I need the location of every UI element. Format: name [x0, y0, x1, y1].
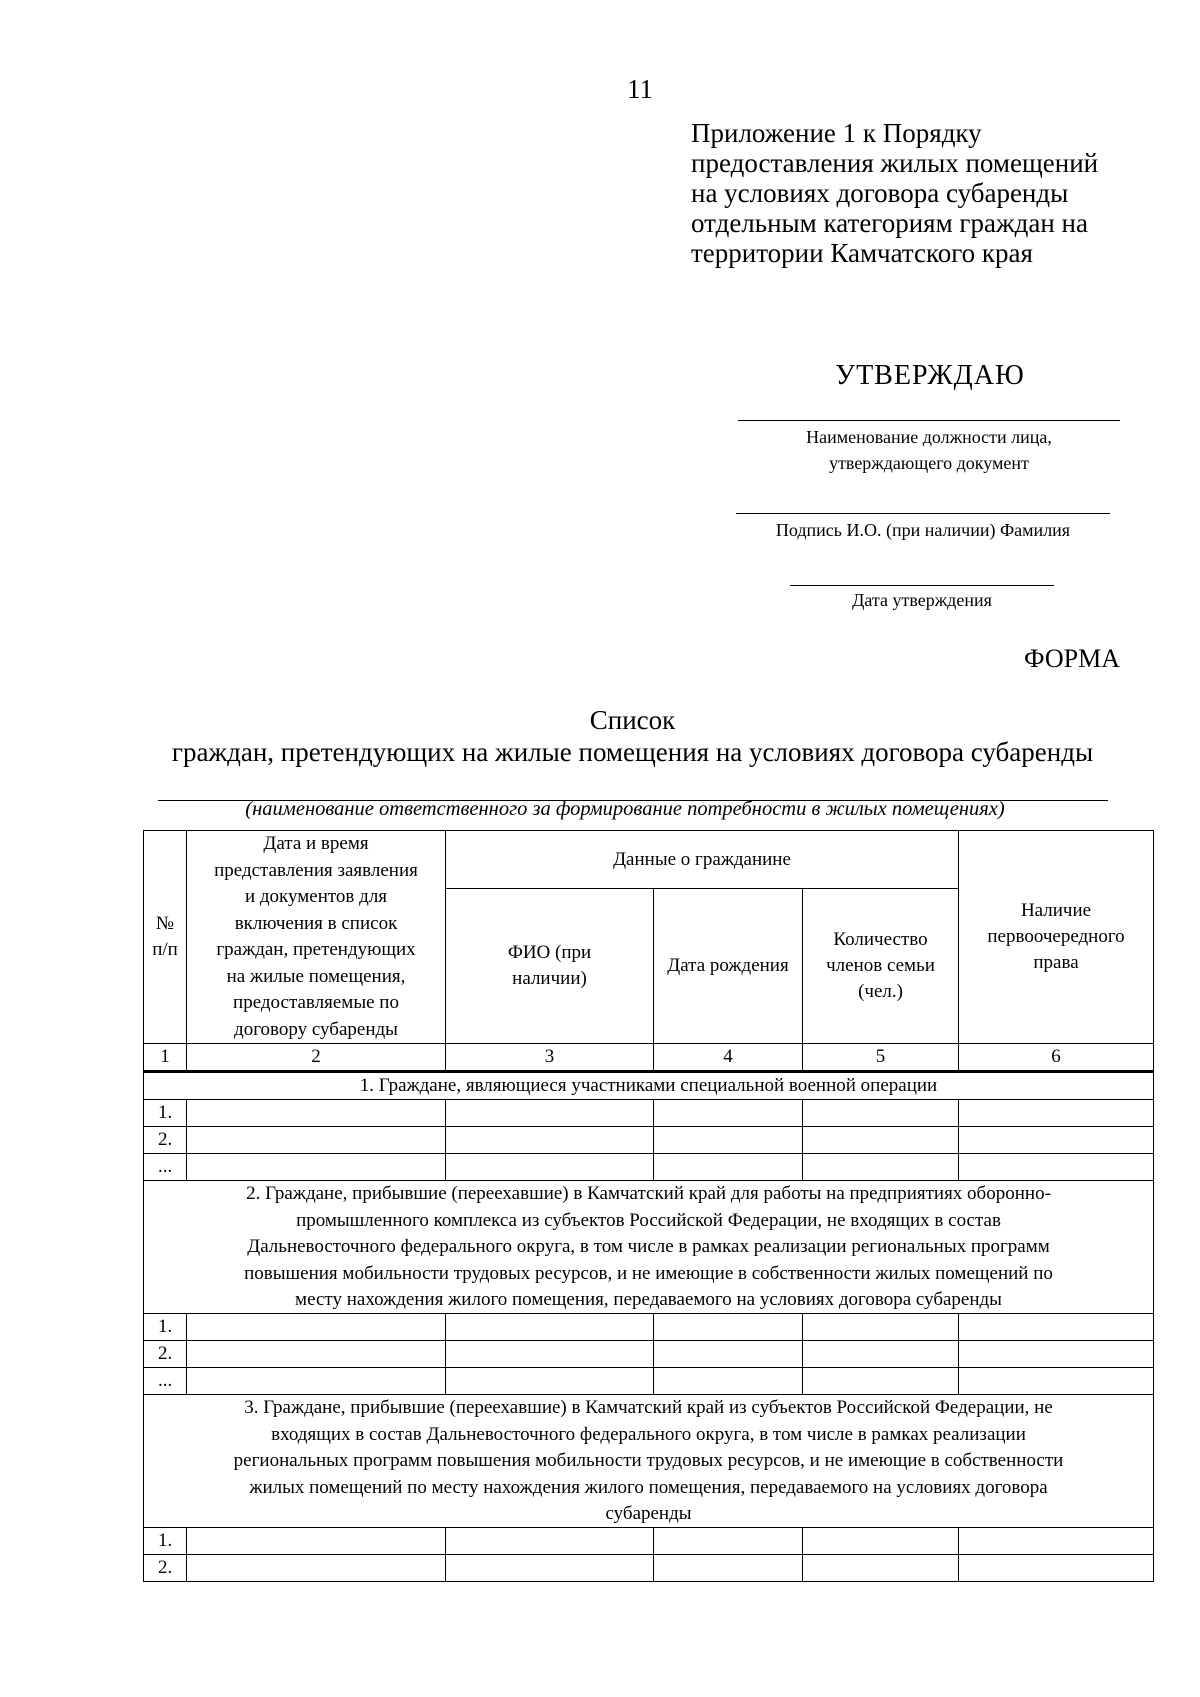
table-row: [144, 1555, 1154, 1582]
header-date-time: Дата и время представления заявления и документов для включения в список граждан, претендующих на жилые помещения, предоставляемые по договору субаренды: [187, 831, 446, 1044]
row-number: 2.: [144, 1127, 187, 1154]
row-number: 1.: [144, 1100, 187, 1127]
header-family-members: Количество членов семьи (чел.): [803, 889, 959, 1044]
header-num: № п/п: [144, 831, 187, 1044]
section-header: [144, 1072, 1154, 1100]
column-number: 1: [144, 1044, 187, 1072]
appendix-line: отдельным категориям граждан на: [691, 208, 1088, 238]
table-row: [144, 1528, 1154, 1555]
column-numbers-row: [144, 1044, 1154, 1072]
header-birth-date: Дата рождения: [654, 889, 803, 1044]
page-number: 11: [627, 74, 653, 104]
appendix-line: территории Камчатского края: [691, 238, 1033, 268]
table-row: [144, 1154, 1154, 1181]
appendix-line: предоставления жилых помещений: [691, 148, 1099, 178]
table-row: [144, 1314, 1154, 1341]
list-title-line: Список: [589, 705, 676, 735]
position-caption-line: Наименование должности лица,: [806, 427, 1052, 447]
list-title: [0, 704, 1200, 768]
column-number: 5: [803, 1044, 959, 1072]
position-line: [738, 420, 1120, 421]
row-number: 1.: [144, 1528, 187, 1555]
row-number: 1.: [144, 1314, 187, 1341]
header-citizen-data: Данные о гражданине: [446, 831, 959, 889]
section-title: 3. Граждане, прибывшие (переехавшие) в Камчатский край из субъектов Российской Федерации, не входящих в состав Дальневосточного федерального округа, в том числе в рамках реализации региональных программ повышения мобильности трудовых ресурсов, и не имеющие в собственности жилых помещений по месту нахождения жилого помещения, передаваемого на условиях договора субаренды: [144, 1395, 1154, 1528]
section-title: 1. Граждане, являющиеся участниками специальной военной операции: [144, 1072, 1154, 1100]
table-row: [144, 1341, 1154, 1368]
table-row: [144, 1127, 1154, 1154]
signature-caption: Подпись И.О. (при наличии) Фамилия: [775, 520, 1071, 540]
row-number: ...: [144, 1368, 187, 1395]
signature-line: [736, 513, 1110, 514]
citizens-list-table: [143, 830, 1154, 1582]
column-number: 4: [654, 1044, 803, 1072]
row-number: 2.: [144, 1341, 187, 1368]
table-header-row: [144, 831, 1154, 889]
form-label: ФОРМА: [1024, 644, 1120, 673]
column-number: 2: [187, 1044, 446, 1072]
date-caption: Дата утверждения: [852, 590, 992, 610]
position-caption-line: утверждающего документ: [829, 453, 1029, 473]
section-header: [144, 1395, 1154, 1528]
appendix-line: на условиях договора субаренды: [691, 178, 1069, 208]
row-number: 2.: [144, 1555, 187, 1582]
header-fio: ФИО (при наличии): [446, 889, 654, 1044]
position-caption: [738, 424, 1120, 476]
header-priority-right: Наличие первоочередного права: [959, 831, 1154, 1044]
table-row: [144, 1100, 1154, 1127]
column-number: 6: [959, 1044, 1154, 1072]
section-title: 2. Граждане, прибывшие (переехавшие) в Камчатский край для работы на предприятиях оборонно- промышленного комплекса из субъектов Российской Федерации, не входящих в состав Дальневосточного федерального округа, в том числе в рамках реализации региональных программ повышения мобильности трудовых ресурсов, и не имеющие в собственности жилых помещений по месту нахождения жилого помещения, передаваемого на условиях договора субаренды: [144, 1181, 1154, 1314]
appendix-note: [691, 118, 1098, 268]
list-title-line: граждан, претендующих на жилые помещения на условиях договора субаренды: [171, 737, 1094, 767]
column-number: 3: [446, 1044, 654, 1072]
table-row: [144, 1368, 1154, 1395]
date-line: [790, 585, 1054, 586]
row-number: ...: [144, 1154, 187, 1181]
appendix-line: Приложение 1 к Порядку: [691, 118, 982, 148]
approval-title: УТВЕРЖДАЮ: [835, 360, 1025, 391]
responsible-caption: (наименование ответственного за формирование потребности в жилых помещениях): [245, 798, 1005, 820]
section-header: [144, 1181, 1154, 1314]
